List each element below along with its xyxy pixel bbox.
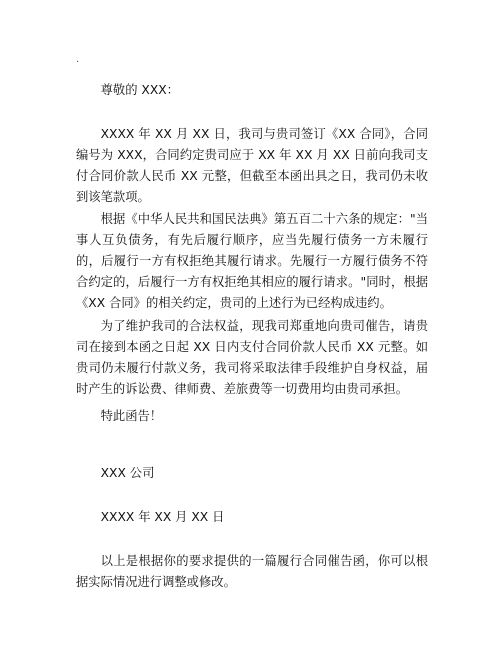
paragraph-legal-basis [76, 209, 428, 314]
signature-company: XXX 公司 [100, 466, 155, 480]
closing-note [76, 551, 428, 593]
paragraph-demand [76, 316, 428, 400]
paragraph-text: 为了维护我司的合法权益，现我司郑重地向贵司催告，请贵司在接到本函之日起 XX 日内支付合同价款人民币 XX 元整。如贵司仍未履行付款义务，我司将采取法律手段维护自身权益，届时产生的诉讼费、律师费、差旅费等一切费用均由贵司承担。 [76, 319, 428, 396]
paragraph-text: 根据《中华人民共和国民法典》第五百二十六条的规定："当事人互负债务，有先后履行顺序，应当先履行债务一方未履行的，后履行一方有权拒绝其履行请求。先履行一方履行债务不符合约定的，后履行一方有权拒绝其相应的履行请求。"同时，根据《XX 合同》的相关约定，贵司的上述行为已经构成违约。 [76, 212, 428, 310]
salutation: 尊敬的 XXX： [100, 83, 179, 97]
paragraph-text: XXXX 年 XX 月 XX 日，我司与贵司签订《XX 合同》，合同编号为 XXX，合同约定贵司应于 XX 年 XX 月 XX 日前向我司支付合同价款人民币 XX 元整，但截至本函出具之日，我司仍未收到该笔款项。 [76, 127, 428, 204]
note-text: 以上是根据你的要求提供的一篇履行合同催告函，你可以根据实际情况进行调整或修改。 [76, 554, 428, 589]
signature-date: XXXX 年 XX 月 XX 日 [100, 510, 225, 524]
page-mark: . [76, 54, 80, 65]
paragraph-contract-background [76, 124, 428, 208]
closing-line: 特此函告！ [100, 409, 163, 423]
